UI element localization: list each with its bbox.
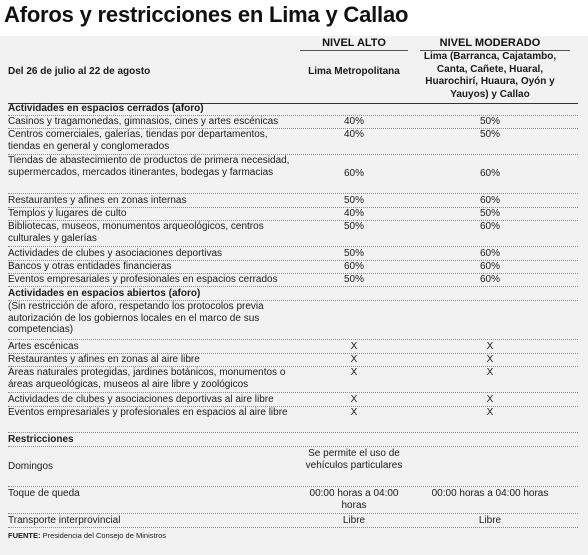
row-value-high: X <box>350 341 358 352</box>
row-value-high: Se permite el uso de vehículos particulares <box>305 448 403 471</box>
table-row <box>8 367 578 393</box>
row-value-high: 50% <box>343 248 364 259</box>
section-row <box>8 288 578 301</box>
row-value-moderate: X <box>486 367 494 378</box>
row-label: Áreas naturales protegidas, jardines botánicos, monumentos o áreas arqueológicas, museos al aire libre y zoológicos <box>8 367 286 390</box>
table-row <box>8 301 578 340</box>
table-row <box>8 129 578 155</box>
row-value-moderate: 50% <box>479 208 500 219</box>
row-label: Actividades de clubes y asociaciones deportivas <box>8 248 223 259</box>
row-label: Actividades en espacios cerrados (aforo) <box>8 103 204 114</box>
column-header-high: NIVEL ALTO <box>322 37 386 49</box>
row-label: Actividades en espacios abiertos (aforo) <box>8 288 201 299</box>
row-label: Centros comerciales, galerías, tiendas por departamentos, tiendas en general y conglomerados <box>8 129 268 152</box>
table-row <box>8 354 578 367</box>
table-row <box>8 116 578 129</box>
period-label: Del 26 de julio al 22 de agosto <box>8 66 151 77</box>
column-header-moderate: NIVEL MODERADO <box>439 37 541 49</box>
row-label: Casinos y tragamonedas, gimnasios, cines y artes escénicas <box>8 116 279 127</box>
table-row <box>8 248 578 261</box>
page-title: Aforos y restricciones en Lima y Callao <box>4 2 409 27</box>
row-value-high: X <box>350 394 358 405</box>
row-label: Templos y lugares de culto <box>8 208 127 219</box>
row-value-high: 40% <box>343 129 364 140</box>
row-label: Eventos empresariales y profesionales en espacios cerrados <box>8 274 278 285</box>
row-label: Restaurantes y afines en zonas al aire libre <box>8 354 200 365</box>
table-row <box>8 261 578 274</box>
row-value-high: 40% <box>343 208 364 219</box>
row-value-moderate: 50% <box>479 116 500 127</box>
section-row <box>8 434 578 447</box>
source-label: FUENTE: <box>8 531 41 540</box>
moderate-region-label: Lima (Barranca, Cajatambo, Canta, Cañete, Huaral, Huarochirí, Huaura, Oyón y Yauyos) y Callao <box>423 51 557 100</box>
row-value-high: X <box>350 354 358 365</box>
source-text: Presidencia del Consejo de Ministros <box>42 531 166 540</box>
table-row <box>8 195 578 208</box>
row-value-moderate: X <box>486 407 494 418</box>
table-row <box>8 221 578 247</box>
row-value-moderate: X <box>486 341 494 352</box>
row-label: Actividades de clubes y asociaciones deportivas al aire libre <box>8 394 274 405</box>
row-value-moderate: Libre <box>478 515 502 526</box>
row-value-moderate: 60% <box>479 274 500 285</box>
row-value-high: X <box>350 407 358 418</box>
row-value-high: 50% <box>343 274 364 285</box>
row-value-moderate: X <box>486 354 494 365</box>
table-row <box>8 341 578 354</box>
row-label: Domingos <box>8 461 54 472</box>
row-value-high: Libre <box>342 515 366 526</box>
table-row <box>8 407 578 433</box>
table-row <box>8 448 578 487</box>
row-label: Eventos empresariales y profesionales en espacios al aire libre <box>8 407 288 418</box>
row-value-high: X <box>350 367 358 378</box>
high-region-label: Lima Metropolitana <box>308 66 400 77</box>
row-label: Tiendas de abastecimiento de productos de primera necesidad, supermercados, mercados itinerantes, bodegas y farmacias <box>8 155 290 178</box>
row-value-high: 50% <box>343 221 364 232</box>
header-underline-high <box>300 50 408 51</box>
row-value-moderate: 60% <box>479 168 500 179</box>
table-row <box>8 515 578 528</box>
section-row <box>8 103 578 116</box>
row-value-moderate: 60% <box>479 248 500 259</box>
row-label: Transporte interprovincial <box>8 515 121 526</box>
row-value-moderate: 00:00 horas a 04:00 horas <box>431 488 549 499</box>
row-value-moderate: 50% <box>479 129 500 140</box>
row-value-moderate: 60% <box>479 195 500 206</box>
row-value-high: 50% <box>343 195 364 206</box>
source-note <box>8 531 166 540</box>
row-value-high: 00:00 horas a 04:00 horas <box>309 488 399 511</box>
row-label: Artes escénicas <box>8 341 79 352</box>
row-value-moderate: 60% <box>479 261 500 272</box>
row-label: Restricciones <box>8 434 74 445</box>
row-label: Bancos y otras entidades financieras <box>8 261 172 272</box>
row-label: Toque de queda <box>8 488 80 499</box>
row-value-high: 60% <box>343 168 364 179</box>
row-label: Bibliotecas, museos, monumentos arqueológicos, centros culturales y galerías <box>8 221 264 244</box>
table-row <box>8 488 578 514</box>
table-row <box>8 155 578 194</box>
row-label: (Sin restricción de aforo, respetando los protocolos previa autorización de los gobiernos locales en el marco de sus competencias) <box>8 301 264 335</box>
table-row <box>8 394 578 407</box>
row-label: Restaurantes y afines en zonas internas <box>8 195 187 206</box>
row-value-moderate: X <box>486 394 494 405</box>
table-row <box>8 274 578 287</box>
row-value-moderate: 60% <box>479 221 500 232</box>
table-row <box>8 208 578 221</box>
row-value-high: 40% <box>343 116 364 127</box>
row-value-high: 60% <box>343 261 364 272</box>
